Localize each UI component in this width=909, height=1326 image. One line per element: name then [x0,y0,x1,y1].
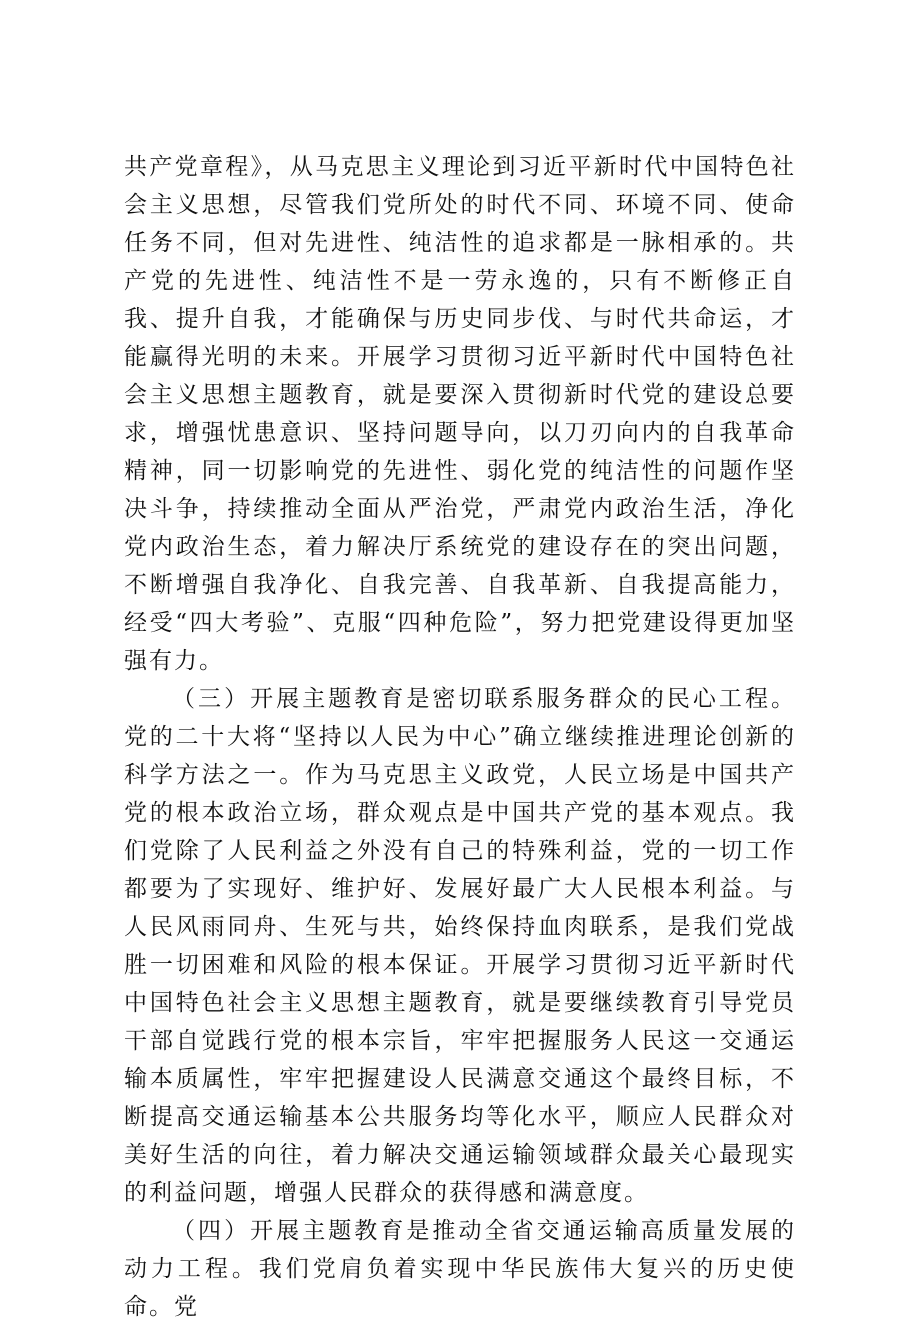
paragraph-section-four: （四）开展主题教育是推动全省交通运输高质量发展的动力工程。我们党肩负着实现中华民族伟大复兴的历史使命。党 [124,1218,796,1320]
paragraph-section-three: （三）开展主题教育是密切联系服务群众的民心工程。党的二十大将“坚持以人民为中心”确立继续推进理论创新的科学方法之一。作为马克思主义政党，人民立场是中国共产党的根本政治立场，群众观点是中国共产党的基本观点。我们党除了人民利益之外没有自己的特殊利益，党的一切工作都要为了实现好、维护好、发展好最广大人民根本利益。与人民风雨同舟、生死与共，始终保持血肉联系，是我们党战胜一切困难和风险的根本保证。开展学习贯彻习近平新时代中国特色社会主义思想主题教育，就是要继续教育引导党员干部自觉践行党的根本宗旨，牢牢把握服务人民这一交通运输本质属性，牢牢把握建设人民满意交通这个最终目标，不断提高交通运输基本公共服务均等化水平，顺应人民群众对美好生活的向往，着力解决交通运输领域群众最关心最现实的利益问题，增强人民群众的获得感和满意度。 [124,686,796,1206]
paragraph-continuation: 共产党章程》，从马克思主义理论到习近平新时代中国特色社会主义思想，尽管我们党所处的时代不同、环境不同、使命任务不同，但对先进性、纯洁性的追求都是一脉相承的。共产党的先进性、纯洁性不是一劳永逸的，只有不断修正自我、提升自我，才能确保与历史同步伐、与时代共命运，才能赢得光明的未来。开展学习贯彻习近平新时代中国特色社会主义思想主题教育，就是要深入贯彻新时代党的建设总要求，增强忧患意识、坚持问题导向，以刀刃向内的自我革命精神，同一切影响党的先进性、弱化党的纯洁性的问题作坚决斗争，持续推动全面从严治党，严肃党内政治生活，净化党内政治生态，着力解决厅系统党的建设存在的突出问题，不断增强自我净化、自我完善、自我革新、自我提高能力，经受“四大考验”、克服“四种危险”，努力把党建设得更加坚强有力。 [124,154,796,674]
document-body [124,148,796,1326]
